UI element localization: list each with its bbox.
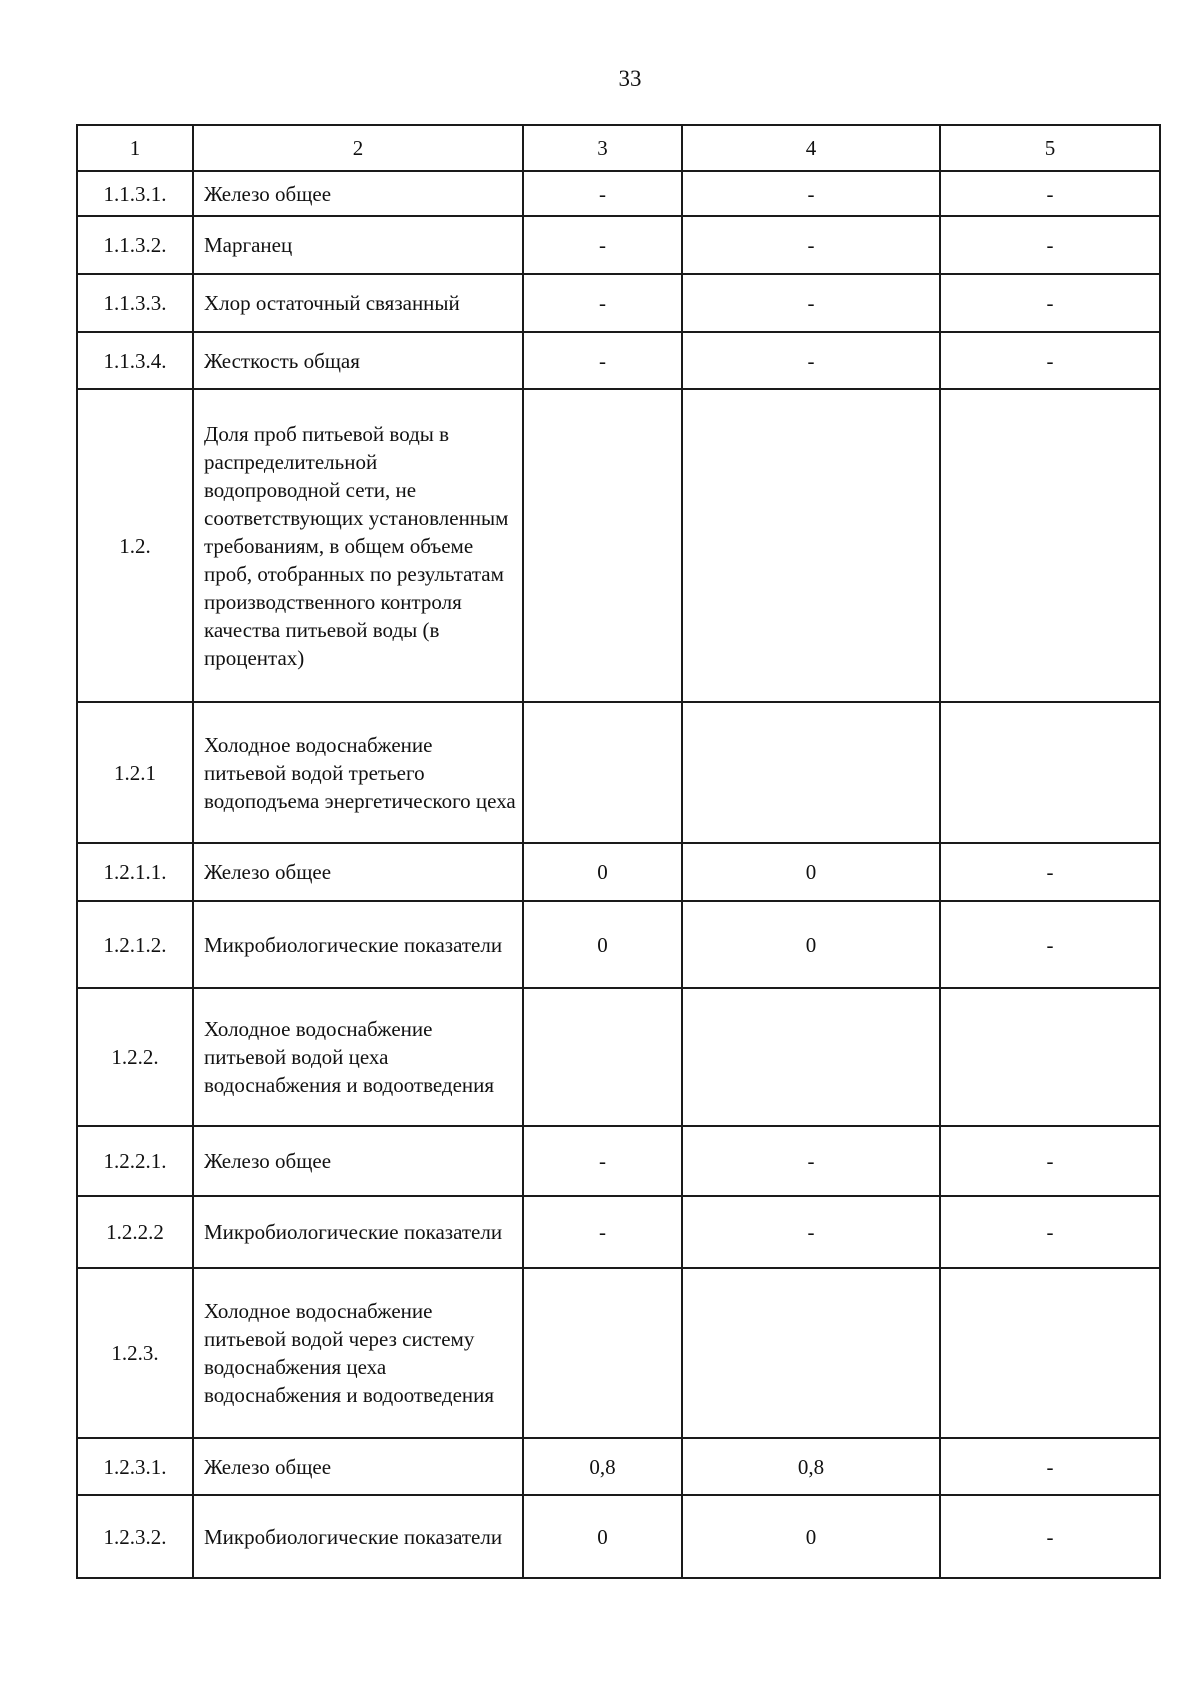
row-name: Марганец	[193, 216, 523, 274]
row-value-col3: -	[523, 274, 682, 332]
row-number: 1.2.1.2.	[77, 901, 193, 988]
row-number: 1.2.	[77, 389, 193, 702]
row-value-col5: -	[940, 274, 1160, 332]
row-value-col5: -	[940, 1196, 1160, 1268]
row-value-col4: 0	[682, 901, 940, 988]
row-number: 1.2.2.	[77, 988, 193, 1126]
page-number: 33	[618, 66, 642, 91]
row-name: Микробиологические показатели	[193, 1495, 523, 1578]
header-cell-1: 1	[77, 125, 193, 171]
row-value-col5	[940, 1268, 1160, 1438]
row-value-col4: 0	[682, 843, 940, 901]
row-number: 1.2.2.2	[77, 1196, 193, 1268]
table-row	[77, 1495, 1160, 1578]
row-name: Железо общее	[193, 1438, 523, 1495]
row-value-col5	[940, 389, 1160, 702]
row-number: 1.1.3.1.	[77, 171, 193, 216]
row-value-col5: -	[940, 171, 1160, 216]
row-value-col4: -	[682, 216, 940, 274]
row-value-col4: -	[682, 171, 940, 216]
row-value-col5: -	[940, 1495, 1160, 1578]
row-value-col5	[940, 988, 1160, 1126]
row-value-col4	[682, 702, 940, 843]
table-row	[77, 274, 1160, 332]
row-value-col3: -	[523, 1196, 682, 1268]
row-value-col5: -	[940, 332, 1160, 389]
row-name: Хлор остаточный связанный	[193, 274, 523, 332]
row-number: 1.2.1	[77, 702, 193, 843]
row-value-col5: -	[940, 901, 1160, 988]
row-value-col3	[523, 1268, 682, 1438]
row-value-col3	[523, 988, 682, 1126]
row-value-col4: -	[682, 1126, 940, 1196]
row-name: Железо общее	[193, 171, 523, 216]
header-cell-2: 2	[193, 125, 523, 171]
row-number: 1.2.3.1.	[77, 1438, 193, 1495]
row-value-col3: -	[523, 1126, 682, 1196]
header-row	[77, 125, 1160, 171]
table-row	[77, 901, 1160, 988]
row-value-col5	[940, 702, 1160, 843]
row-value-col3: -	[523, 216, 682, 274]
row-number: 1.2.3.	[77, 1268, 193, 1438]
table-row	[77, 702, 1160, 843]
row-value-col3: -	[523, 332, 682, 389]
table-row	[77, 988, 1160, 1126]
table-row	[77, 332, 1160, 389]
row-number: 1.1.3.2.	[77, 216, 193, 274]
table-row	[77, 1126, 1160, 1196]
row-value-col4: -	[682, 1196, 940, 1268]
data-table	[76, 124, 1161, 1579]
header-cell-5: 5	[940, 125, 1160, 171]
row-value-col3	[523, 702, 682, 843]
row-value-col3: -	[523, 171, 682, 216]
row-value-col5: -	[940, 216, 1160, 274]
row-value-col4: -	[682, 274, 940, 332]
table-row	[77, 389, 1160, 702]
row-value-col4	[682, 1268, 940, 1438]
row-name: Жесткость общая	[193, 332, 523, 389]
row-value-col5: -	[940, 843, 1160, 901]
row-value-col5: -	[940, 1126, 1160, 1196]
row-value-col4	[682, 988, 940, 1126]
row-value-col3: 0	[523, 843, 682, 901]
row-number: 1.1.3.3.	[77, 274, 193, 332]
row-value-col3	[523, 389, 682, 702]
row-value-col4: 0,8	[682, 1438, 940, 1495]
row-value-col4: 0	[682, 1495, 940, 1578]
row-name: Холодное водоснабжение питьевой водой через систему водоснабжения цеха водоснабжения и водоотведения	[193, 1268, 523, 1438]
row-value-col4	[682, 389, 940, 702]
header-cell-3: 3	[523, 125, 682, 171]
table-row	[77, 1196, 1160, 1268]
row-name: Холодное водоснабжение питьевой водой третьего водоподъема энергетического цеха	[193, 702, 523, 843]
row-number: 1.2.2.1.	[77, 1126, 193, 1196]
table-row	[77, 843, 1160, 901]
row-name: Железо общее	[193, 1126, 523, 1196]
row-name: Микробиологические показатели	[193, 1196, 523, 1268]
header-cell-4: 4	[682, 125, 940, 171]
table-row	[77, 171, 1160, 216]
row-value-col5: -	[940, 1438, 1160, 1495]
table-row	[77, 216, 1160, 274]
table-row	[77, 1438, 1160, 1495]
row-value-col3: 0	[523, 901, 682, 988]
row-name: Микробиологические показатели	[193, 901, 523, 988]
table-row	[77, 1268, 1160, 1438]
row-name: Железо общее	[193, 843, 523, 901]
row-name: Холодное водоснабжение питьевой водой цеха водоснабжения и водоотведения	[193, 988, 523, 1126]
row-value-col3: 0,8	[523, 1438, 682, 1495]
row-value-col3: 0	[523, 1495, 682, 1578]
row-number: 1.1.3.4.	[77, 332, 193, 389]
row-value-col4: -	[682, 332, 940, 389]
row-number: 1.2.1.1.	[77, 843, 193, 901]
row-number: 1.2.3.2.	[77, 1495, 193, 1578]
row-name: Доля проб питьевой воды в распределительной водопроводной сети, не соответствующих установленным требованиям, в общем объеме проб, отобранных по результатам производственного контроля качества питьевой воды (в процентах)	[193, 389, 523, 702]
